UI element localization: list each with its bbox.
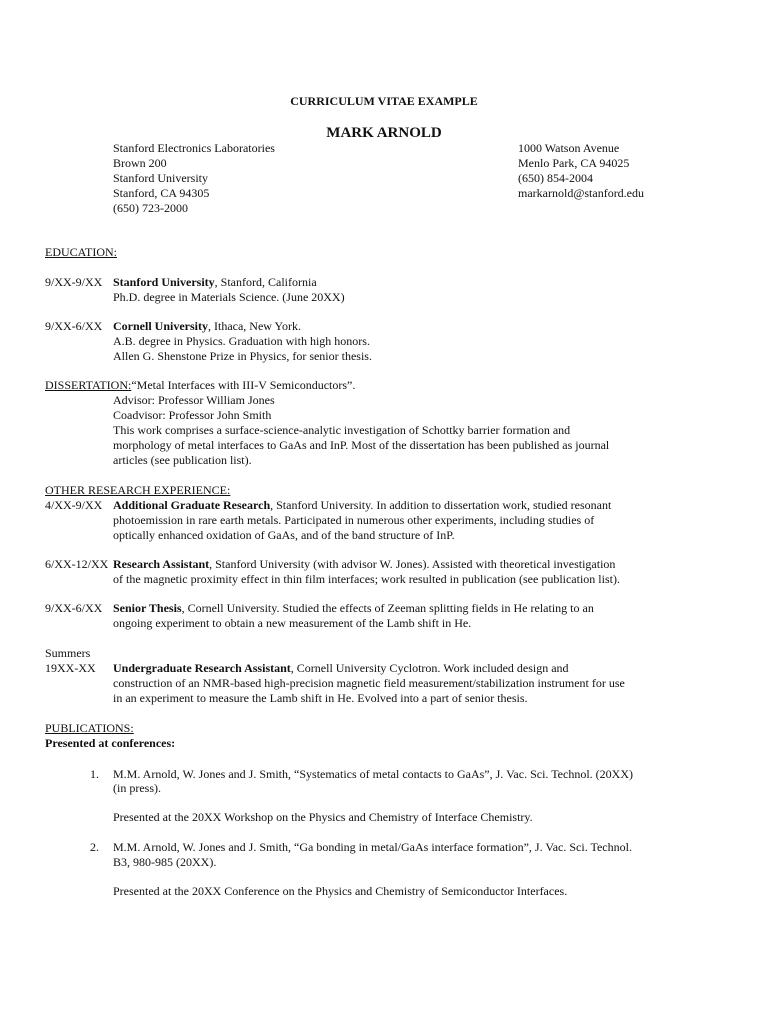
education-detail: A.B. degree in Physics. Graduation with high honors. xyxy=(113,334,370,348)
publication-note: Presented at the 20XX Conference on the Physics and Chemistry of Semiconductor Interfaces. xyxy=(113,884,568,898)
research-role: Additional Graduate Research xyxy=(113,498,271,512)
research-description: optically enhanced oxidation of GaAs, and of the band structure of InP. xyxy=(113,528,455,542)
research-dates: 4/XX-9/XX xyxy=(45,498,103,512)
dissertation-description: This work comprises a surface-science-analytic investigation of Schottky barrier formation and xyxy=(113,423,571,437)
work-address-line: Brown 200 xyxy=(113,156,167,170)
education-dates: 9/XX-9/XX xyxy=(45,275,103,289)
home-address-line: Menlo Park, CA 94025 xyxy=(518,156,630,170)
dissertation-header xyxy=(45,378,355,393)
research-description: photoemission in rare earth metals. Participated in numerous other experiments, including studies of xyxy=(113,513,595,527)
research-entry xyxy=(113,601,594,616)
publication-citation: M.M. Arnold, W. Jones and J. Smith, “Systematics of metal contacts to GaAs”, J. Vac. Sci. Technol. (20XX) xyxy=(113,767,633,781)
research-description: construction of an NMR-based high-precision magnetic field measurement/stabilization instrument for use xyxy=(113,676,625,690)
home-address-line: 1000 Watson Avenue xyxy=(518,141,620,155)
research-description: , Cornell University. Studied the effects of Zeeman splitting fields in He relating to an xyxy=(181,601,594,615)
education-detail: Ph.D. degree in Materials Science. (June 20XX) xyxy=(113,290,345,304)
work-address-line: Stanford, CA 94305 xyxy=(113,186,210,200)
research-dates: 19XX-XX xyxy=(45,661,96,675)
publication-number: 1. xyxy=(90,767,99,781)
research-role: Research Assistant xyxy=(113,557,210,571)
research-dates-season: Summers xyxy=(45,646,91,660)
research-description: , Stanford University (with advisor W. Jones). Assisted with theoretical investigation xyxy=(209,557,616,571)
institution-location: , Stanford, California xyxy=(214,275,317,289)
education-entry xyxy=(113,319,301,334)
education-entry xyxy=(113,275,317,290)
research-heading: OTHER RESEARCH EXPERIENCE: xyxy=(45,483,231,497)
publication-note: Presented at the 20XX Workshop on the Physics and Chemistry of Interface Chemistry. xyxy=(113,810,533,824)
dissertation-description: articles (see publication list). xyxy=(113,453,252,467)
education-detail: Allen G. Shenstone Prize in Physics, for senior thesis. xyxy=(113,349,372,363)
work-phone: (650) 723-2000 xyxy=(113,201,188,215)
research-description: of the magnetic proximity effect in thin film interfaces; work resulted in publication (see publication list). xyxy=(113,572,620,586)
publication-citation: (in press). xyxy=(113,781,161,795)
dissertation-title: “Metal Interfaces with III-V Semiconductors”. xyxy=(131,378,356,392)
institution-name: Stanford University xyxy=(113,275,215,289)
research-description: in an experiment to measure the Lamb shift in He. Evolved into a part of senior thesis. xyxy=(113,691,528,705)
dissertation-heading: DISSERTATION: xyxy=(45,378,132,392)
research-role: Senior Thesis xyxy=(113,601,182,615)
dissertation-description: morphology of metal interfaces to GaAs and InP. Most of the dissertation has been published as journal xyxy=(113,438,610,452)
research-description: , Stanford University. In addition to dissertation work, studied resonant xyxy=(270,498,612,512)
document-title: CURRICULUM VITAE EXAMPLE xyxy=(290,94,478,108)
work-address-line: Stanford University xyxy=(113,171,208,185)
institution-name: Cornell University xyxy=(113,319,208,333)
candidate-name: MARK ARNOLD xyxy=(326,125,442,141)
publications-subheading: Presented at conferences: xyxy=(45,736,176,750)
research-role: Undergraduate Research Assistant xyxy=(113,661,291,675)
research-entry xyxy=(113,661,569,676)
research-description: , Cornell University Cyclotron. Work included design and xyxy=(290,661,569,675)
research-dates: 6/XX-12/XX xyxy=(45,557,109,571)
email-address: markarnold@stanford.edu xyxy=(518,186,645,200)
dissertation-advisor: Advisor: Professor William Jones xyxy=(113,393,275,407)
home-address xyxy=(518,141,644,201)
research-dates: 9/XX-6/XX xyxy=(45,601,103,615)
publication-citation: B3, 980-985 (20XX). xyxy=(113,855,217,869)
work-address-line: Stanford Electronics Laboratories xyxy=(113,141,275,155)
publications-heading: PUBLICATIONS: xyxy=(45,721,134,735)
publication-number: 2. xyxy=(90,840,99,854)
education-dates: 9/XX-6/XX xyxy=(45,319,103,333)
research-description: ongoing experiment to obtain a new measurement of the Lamb shift in He. xyxy=(113,616,472,630)
publication-citation: M.M. Arnold, W. Jones and J. Smith, “Ga bonding in metal/GaAs interface formation”, J. Vac. Sci. Technol. xyxy=(113,840,632,854)
institution-location: , Ithaca, New York. xyxy=(208,319,301,333)
home-phone: (650) 854-2004 xyxy=(518,171,593,185)
research-entry xyxy=(113,498,611,513)
dissertation-coadvisor: Coadvisor: Professor John Smith xyxy=(113,408,272,422)
research-entry xyxy=(113,557,615,572)
education-heading: EDUCATION: xyxy=(45,245,117,259)
work-address xyxy=(113,141,275,216)
